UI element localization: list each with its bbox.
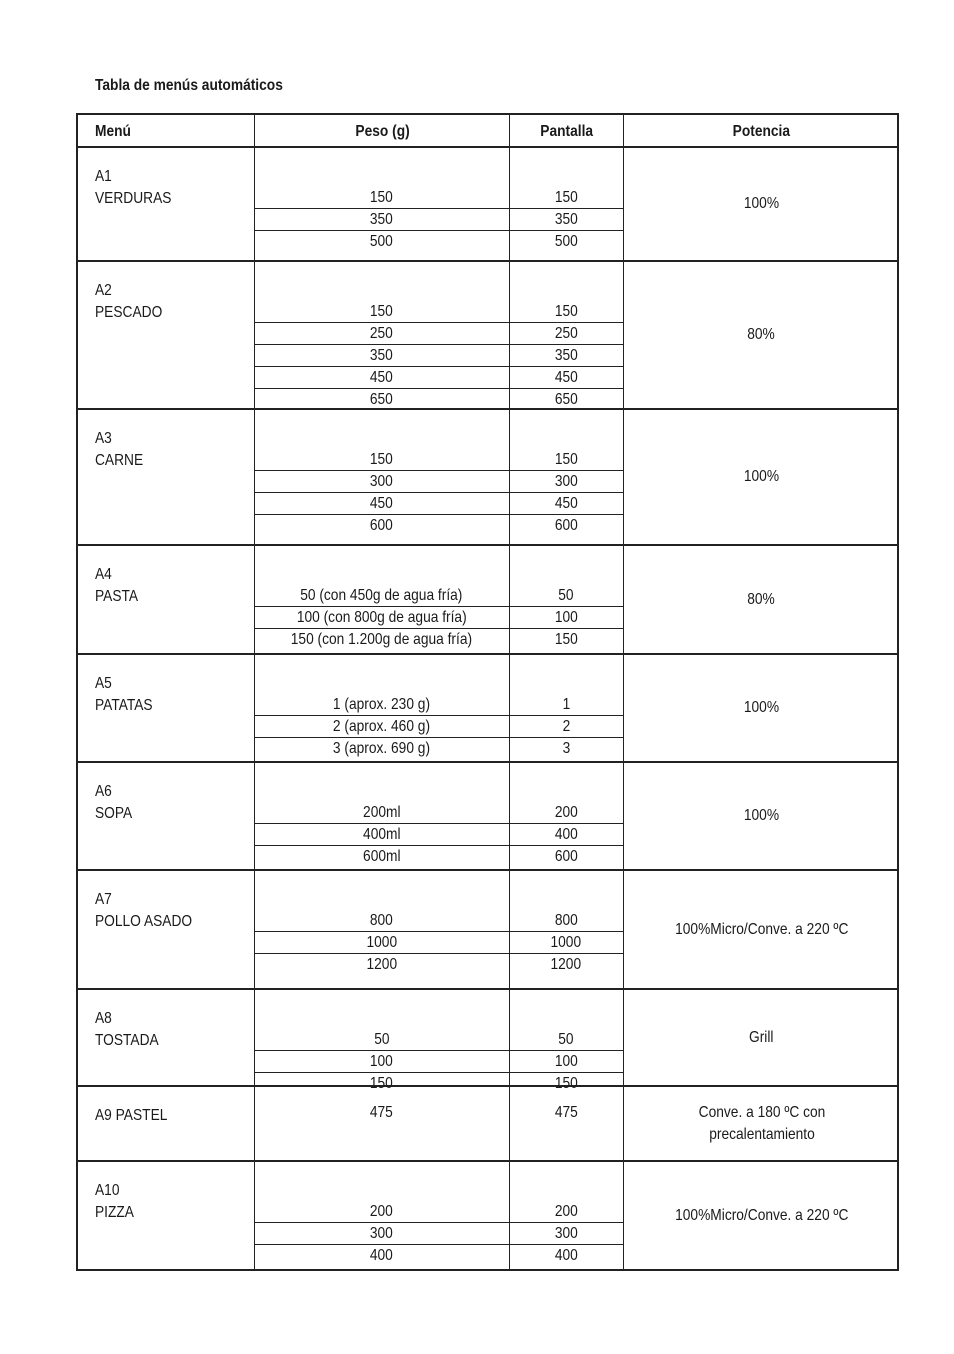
pantalla-cell: 200 — [554, 1203, 578, 1220]
peso-cell: 350 — [370, 347, 393, 364]
menu-code: A4 — [95, 566, 112, 583]
pantalla-cell: 650 — [554, 391, 578, 408]
peso-cell: 150 — [370, 451, 393, 468]
menu-code: A9 PASTEL — [95, 1107, 168, 1124]
header-menu: Menú — [95, 122, 131, 140]
peso-cell: 3 (aprox. 690 g) — [332, 740, 431, 757]
weight-entry — [254, 1102, 623, 1124]
weight-entry — [254, 389, 623, 411]
menu-name: VERDURAS — [95, 190, 172, 207]
pantalla-cell: 100 — [554, 609, 578, 626]
peso-cell: 200 — [370, 1203, 393, 1220]
pantalla-cell: 1 — [562, 696, 570, 713]
peso-cell: 150 — [370, 303, 393, 320]
pantalla-cell: 1000 — [550, 934, 582, 951]
pantalla-cell: 100 — [554, 1053, 578, 1070]
weight-entry — [254, 585, 623, 607]
menu-code: A1 — [95, 168, 112, 185]
weight-entry — [254, 471, 623, 493]
peso-cell: 150 — [370, 189, 393, 206]
pantalla-cell: 450 — [554, 369, 578, 386]
peso-cell: 250 — [370, 325, 393, 342]
weight-entry — [254, 954, 623, 976]
pantalla-cell: 250 — [554, 325, 578, 342]
menu-code: A7 — [95, 891, 112, 908]
pantalla-cell: 150 — [554, 1075, 578, 1092]
menu-name: TOSTADA — [95, 1032, 159, 1049]
weight-entry — [254, 1223, 623, 1245]
potencia-cell: 100% — [743, 699, 780, 716]
pantalla-cell: 800 — [554, 912, 578, 929]
pantalla-cell: 350 — [554, 347, 578, 364]
peso-cell: 600 — [370, 517, 393, 534]
peso-cell: 150 (con 1.200g de agua fría) — [290, 631, 473, 648]
peso-cell: 100 (con 800g de agua fría) — [296, 609, 467, 626]
menu-name: SOPA — [95, 805, 133, 822]
peso-cell: 450 — [370, 369, 393, 386]
menu-cell — [95, 280, 173, 324]
menu-name: PASTA — [95, 588, 139, 605]
potencia-cell: 80% — [747, 326, 776, 343]
menu-code: A10 — [95, 1182, 120, 1199]
peso-cell: 100 — [370, 1053, 393, 1070]
weight-entry — [254, 515, 623, 537]
header-peso: Peso (g) — [355, 122, 410, 140]
table-row — [76, 410, 899, 546]
weight-entry — [254, 824, 623, 846]
table-row — [76, 990, 899, 1092]
table-row — [76, 148, 899, 262]
weight-entry — [254, 694, 623, 716]
table-row — [76, 262, 899, 410]
pantalla-cell: 600 — [554, 848, 578, 865]
weight-entry — [254, 607, 623, 629]
header-pantalla: Pantalla — [540, 122, 594, 140]
table-row — [76, 546, 899, 655]
peso-cell: 800 — [370, 912, 393, 929]
peso-cell: 350 — [370, 211, 393, 228]
weight-entry — [254, 716, 623, 738]
menu-cell — [95, 673, 162, 717]
pantalla-cell: 400 — [554, 1247, 578, 1264]
peso-cell: 300 — [370, 473, 393, 490]
pantalla-cell: 150 — [554, 631, 578, 648]
weight-entry — [254, 367, 623, 389]
menu-name: PESCADO — [95, 304, 163, 321]
pantalla-cell: 300 — [554, 473, 578, 490]
weight-entry — [254, 910, 623, 932]
peso-cell: 1000 — [366, 934, 397, 951]
peso-cell: 50 (con 450g de agua fría) — [300, 587, 463, 604]
potencia-cell: 100% — [743, 195, 780, 212]
page-title: Tabla de menús automáticos — [95, 77, 283, 94]
pantalla-cell: 500 — [554, 233, 578, 250]
weight-entry — [254, 231, 623, 253]
weight-entry — [254, 1051, 623, 1073]
table-header — [76, 113, 899, 148]
header-potencia: Potencia — [732, 122, 791, 140]
potencia-cell: 100%Micro/Conve. a 220 ºC — [674, 920, 849, 938]
menu-code: A8 — [95, 1010, 112, 1027]
pantalla-cell: 150 — [554, 189, 578, 206]
menu-name: PIZZA — [95, 1204, 134, 1221]
table-row — [76, 655, 899, 763]
weight-entry — [254, 802, 623, 824]
weight-entry — [254, 187, 623, 209]
peso-cell: 475 — [370, 1104, 393, 1121]
menu-cell — [95, 1105, 179, 1127]
peso-cell: 50 — [373, 1031, 390, 1048]
weight-entry — [254, 493, 623, 515]
pantalla-cell: 350 — [554, 211, 578, 228]
weight-entry — [254, 301, 623, 323]
pantalla-cell: 1200 — [550, 956, 582, 973]
peso-cell: 1200 — [366, 956, 397, 973]
weight-entry — [254, 1245, 623, 1267]
peso-cell: 300 — [370, 1225, 393, 1242]
pantalla-cell: 50 — [558, 1031, 574, 1048]
menu-cell — [95, 166, 184, 210]
table-row — [76, 763, 899, 871]
menu-cell — [95, 781, 138, 825]
peso-cell: 500 — [370, 233, 393, 250]
menu-cell — [95, 428, 151, 472]
pantalla-cell: 3 — [562, 740, 570, 757]
pantalla-cell: 50 — [558, 587, 574, 604]
table-row — [76, 871, 899, 990]
pantalla-cell: 200 — [554, 804, 578, 821]
potencia-cell: Conve. a 180 ºC con precalentamiento — [698, 1104, 825, 1143]
weight-entry — [254, 846, 623, 868]
menu-cell — [95, 1008, 169, 1052]
pantalla-cell: 450 — [554, 495, 578, 512]
weight-entry — [254, 345, 623, 367]
menu-code: A6 — [95, 783, 112, 800]
pantalla-cell: 300 — [554, 1225, 578, 1242]
peso-cell: 400 — [370, 1247, 393, 1264]
pantalla-cell: 150 — [554, 303, 578, 320]
peso-cell: 1 (aprox. 230 g) — [332, 696, 431, 713]
peso-cell: 400ml — [362, 826, 401, 843]
menu-code: A3 — [95, 430, 112, 447]
potencia-cell: Grill — [749, 1028, 774, 1046]
menu-name: POLLO ASADO — [95, 913, 193, 930]
peso-cell: 450 — [370, 495, 393, 512]
table-row — [76, 1087, 899, 1162]
pantalla-cell: 400 — [554, 826, 578, 843]
weight-entry — [254, 932, 623, 954]
weight-entry — [254, 738, 623, 760]
weight-entry — [254, 209, 623, 231]
menu-cell — [95, 1180, 140, 1224]
potencia-cell: 100%Micro/Conve. a 220 ºC — [674, 1206, 849, 1224]
potencia-cell: 100% — [743, 807, 780, 824]
menu-cell — [95, 889, 208, 933]
weight-entry — [254, 629, 623, 651]
weight-entry — [254, 323, 623, 345]
peso-cell: 600ml — [362, 848, 401, 865]
table-row — [76, 1162, 899, 1271]
pantalla-cell: 2 — [562, 718, 570, 735]
pantalla-cell: 600 — [554, 517, 578, 534]
menu-code: A2 — [95, 282, 112, 299]
menu-name: CARNE — [95, 452, 144, 469]
weight-entry — [254, 449, 623, 471]
auto-menu-table — [76, 113, 899, 1271]
peso-cell: 150 — [370, 1075, 393, 1092]
weight-entry — [254, 1201, 623, 1223]
peso-cell: 2 (aprox. 460 g) — [332, 718, 431, 735]
peso-cell: 200ml — [362, 804, 401, 821]
pantalla-cell: 475 — [554, 1104, 578, 1121]
menu-code: A5 — [95, 675, 112, 692]
potencia-cell: 80% — [747, 590, 776, 608]
peso-cell: 650 — [370, 391, 393, 408]
pantalla-cell: 150 — [554, 451, 578, 468]
menu-name: PATATAS — [95, 697, 153, 714]
potencia-cell: 100% — [743, 468, 780, 485]
weight-entry — [254, 1029, 623, 1051]
menu-cell — [95, 564, 145, 608]
